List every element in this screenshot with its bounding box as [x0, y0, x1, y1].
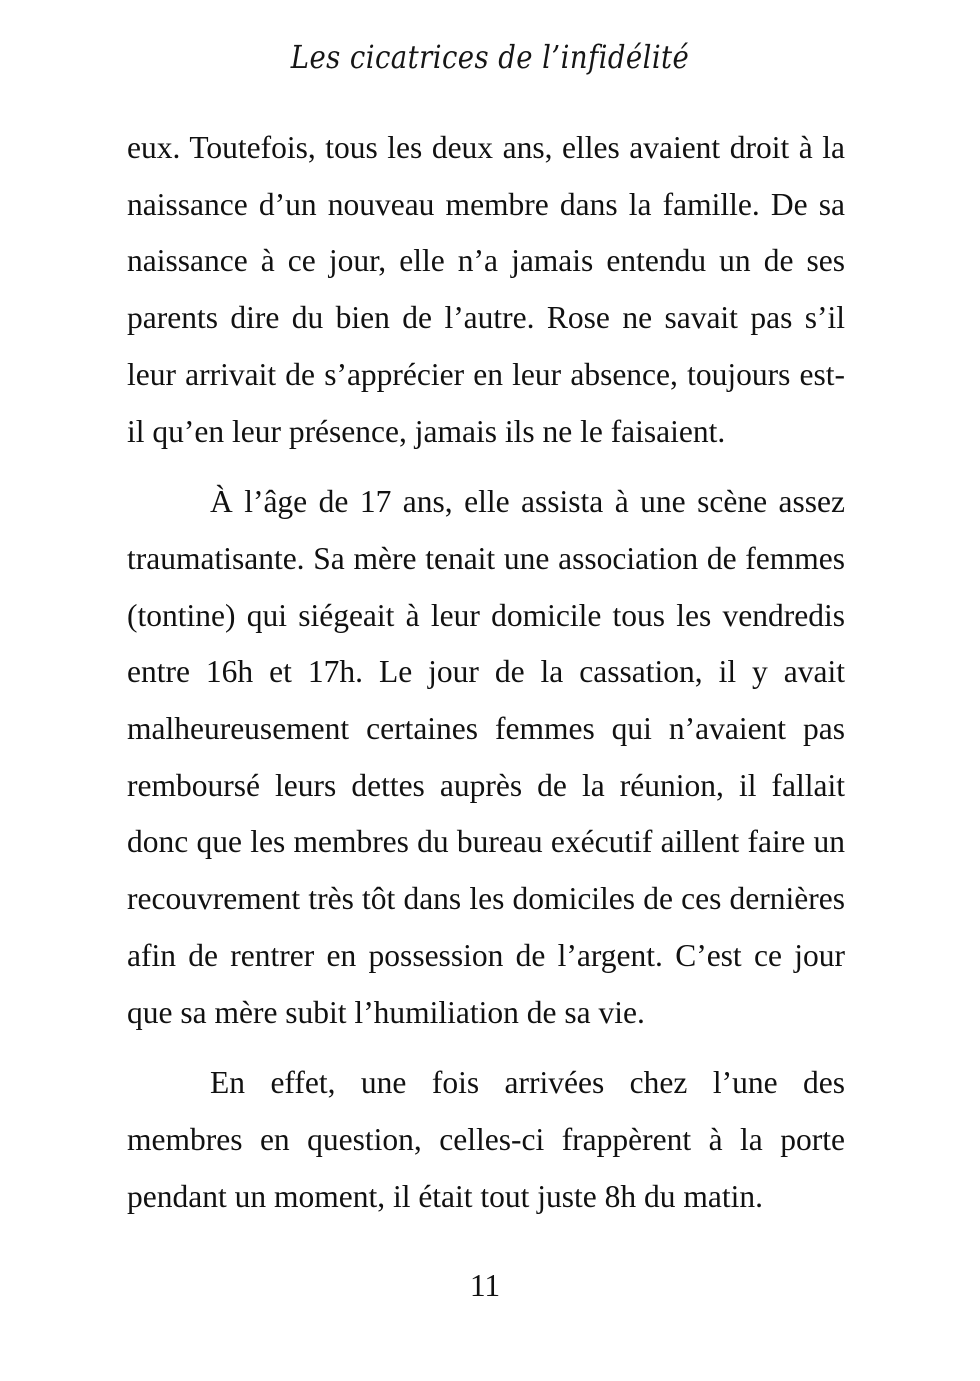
body-text [127, 120, 845, 1225]
running-header-title: Les cicatrices de l’infidélité [290, 38, 690, 76]
paragraph-continuation: eux. Toutefois, tous les deux ans, elles avaient droit à la naissance d’un nouveau membre dans la famille. De sa naissance à ce jour, elle n’a jamais entendu un de ses parents dire du bien de l’autre. Rose ne savait pas s’il leur arrivait de s’apprécier en leur absence, toujours est-il qu’en leur présence, jamais ils ne le faisaient. [127, 130, 845, 449]
paragraph-en-effet: En effet, une fois arrivées chez l’une des membres en question, celles-ci frappèrent à la porte pendant un moment, il était tout juste 8h du matin. [127, 1065, 845, 1214]
page-number: 11 [469, 1268, 501, 1303]
paragraph-scene: À l’âge de 17 ans, elle assista à une scène assez traumatisante. Sa mère tenait une association de femmes (tontine) qui siégeait à leur domicile tous les vendredis entre 16h et 17h. Le jour de la cassation, il y avait malheureusement certaines femmes qui n’avaient pas remboursé leurs dettes auprès de la réunion, il fallait donc que les membres du bureau exécutif aillent faire un recouvrement très tôt dans les domiciles de ces dernières afin de rentrer en possession de l’argent. C’est ce jour que sa mère subit l’humiliation de sa vie. [127, 484, 845, 1030]
